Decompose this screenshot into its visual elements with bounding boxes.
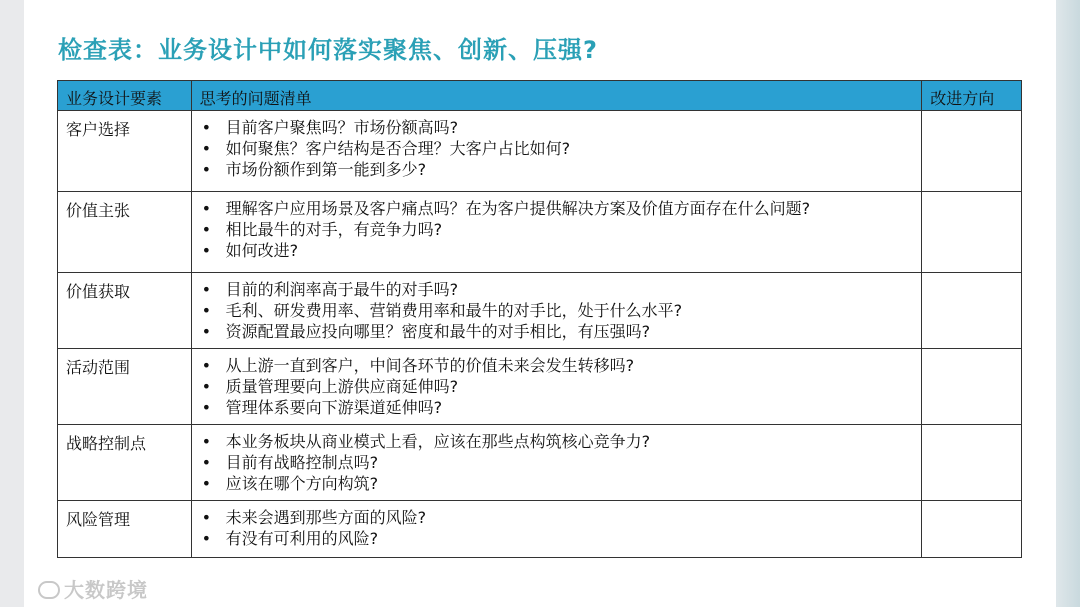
slide-title: 检查表：业务设计中如何落实聚焦、创新、压强? — [58, 36, 598, 64]
question-item: • 质量管理要向上游供应商延伸吗? — [201, 377, 459, 396]
row-improve — [922, 192, 1022, 273]
question-item: • 未来会遇到那些方面的风险? — [201, 508, 427, 527]
table-row — [58, 349, 1022, 425]
header-improve: 改进方向 — [922, 81, 1022, 111]
table-header-row — [58, 81, 1022, 111]
bullet-icon: • — [201, 241, 212, 260]
row-element: 价值获取 — [58, 273, 192, 349]
right-margin — [1056, 0, 1080, 607]
checklist-table — [57, 80, 1022, 558]
bullet-icon: • — [201, 377, 212, 396]
bullet-icon: • — [201, 529, 212, 548]
table-row — [58, 273, 1022, 349]
row-questions — [191, 425, 922, 501]
row-element: 客户选择 — [58, 111, 192, 192]
question-item: • 目前客户聚焦吗？市场份额高吗? — [201, 118, 459, 137]
table-row — [58, 425, 1022, 501]
question-item: • 从上游一直到客户，中间各环节的价值未来会发生转移吗? — [201, 356, 635, 375]
bullet-icon: • — [201, 118, 212, 137]
bullet-icon: • — [201, 160, 212, 179]
watermark-text: 大数跨境 — [64, 578, 148, 602]
question-item: • 管理体系要向下游渠道延伸吗? — [201, 398, 443, 417]
table-row — [58, 501, 1022, 558]
bullet-icon: • — [201, 199, 212, 218]
bullet-icon: • — [201, 220, 212, 239]
row-element: 价值主张 — [58, 192, 192, 273]
table-row — [58, 111, 1022, 192]
row-element: 活动范围 — [58, 349, 192, 425]
watermark-logo-icon — [38, 581, 60, 599]
question-item: • 如何聚焦？客户结构是否合理？大客户占比如何? — [201, 139, 571, 158]
row-improve — [922, 273, 1022, 349]
row-questions — [191, 349, 922, 425]
bullet-icon: • — [201, 453, 212, 472]
bullet-icon: • — [201, 139, 212, 158]
bullet-icon: • — [201, 322, 212, 341]
row-questions — [191, 273, 922, 349]
row-element: 战略控制点 — [58, 425, 192, 501]
row-improve — [922, 111, 1022, 192]
question-item: • 理解客户应用场景及客户痛点吗？在为客户提供解决方案及价值方面存在什么问题? — [201, 199, 811, 218]
row-questions — [191, 192, 922, 273]
header-questions: 思考的问题清单 — [191, 81, 922, 111]
bullet-icon: • — [201, 301, 212, 320]
question-item: • 有没有可利用的风险? — [201, 529, 379, 548]
question-item: • 如何改进? — [201, 241, 299, 260]
bullet-icon: • — [201, 398, 212, 417]
bullet-icon: • — [201, 474, 212, 493]
row-element: 风险管理 — [58, 501, 192, 558]
question-item: • 相比最牛的对手，有竞争力吗? — [201, 220, 443, 239]
row-questions — [191, 111, 922, 192]
bullet-icon: • — [201, 280, 212, 299]
question-item: • 毛利、研发费用率、营销费用率和最牛的对手比，处于什么水平? — [201, 301, 683, 320]
question-item: • 应该在哪个方向构筑? — [201, 474, 379, 493]
watermark — [38, 574, 148, 603]
bullet-icon: • — [201, 508, 212, 527]
question-item: • 市场份额作到第一能到多少? — [201, 160, 427, 179]
question-item: • 资源配置最应投向哪里？密度和最牛的对手相比，有压强吗? — [201, 322, 651, 341]
row-improve — [922, 501, 1022, 558]
row-improve — [922, 425, 1022, 501]
bullet-icon: • — [201, 432, 212, 451]
header-element: 业务设计要素 — [58, 81, 192, 111]
bullet-icon: • — [201, 356, 212, 375]
row-questions — [191, 501, 922, 558]
left-margin — [0, 0, 24, 607]
question-item: • 目前的利润率高于最牛的对手吗? — [201, 280, 459, 299]
row-improve — [922, 349, 1022, 425]
table-row — [58, 192, 1022, 273]
question-item: • 本业务板块从商业模式上看，应该在那些点构筑核心竞争力? — [201, 432, 651, 451]
question-item: • 目前有战略控制点吗? — [201, 453, 379, 472]
